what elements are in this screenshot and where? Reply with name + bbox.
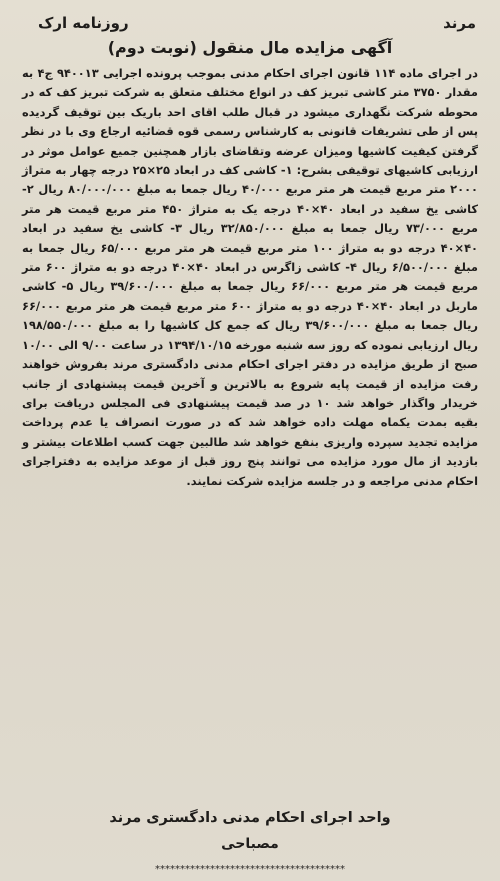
issuing-authority: واحد اجرای احکام مدنی دادگستری مرند (109, 810, 391, 826)
signer-name: مصباحی (221, 836, 279, 852)
newspaper-name: روزنامه ارک (38, 14, 129, 32)
masthead (18, 14, 482, 40)
notice-body: در اجرای ماده ۱۱۴ قانون اجرای احکام مدنی بموجب پرونده اجرایی ۹۴۰۰۱۳ ج۴ به مقدار ۳۷۵۰ متر کاشی تبریز کف در انواع مختلف متعلق به شرکت تبریز کف که در محوطه شرکت نگهداری میشود در قبال طلب اقای احد باریک بین توقیف گردیده پس از طی تشریفات قانونی به کارشناس رسمی قوه قضائیه ارجاع وی با در نظر گرفتن کیفیت کاشیها ومیزان عرضه وتقاضای بازار همچنین جمیع عوامل موثر در ارزیابی کاشیهای توقیفی بشرح: ۱- کاشی کف در ابعاد ۲۵×۲۵ درجه چهار به متراژ ۲۰۰۰ متر مربع قیمت هر متر مربع ۴۰/۰۰۰ ریال جمعا به مبلغ ۸۰/۰۰۰/۰۰۰ ریال ۲- کاشی یخ سفید در ابعاد ۴۰×۴۰ درجه یک به متراژ ۴۵۰ متر مربع قیمت هر متر مربع ۷۳/۰۰۰ ریال جمعا به مبلغ ۳۲/۸۵۰/۰۰۰ ریال ۳- کاشی یخ سفید در ابعاد ۴۰×۴۰ درجه دو به متراژ ۱۰۰ متر مربع قیمت هر متر مربع ۶۵/۰۰۰ ریال جمعا به مبلغ ۶/۵۰۰/۰۰۰ ریال ۴- کاشی زاگرس در ابعاد ۴۰×۴۰ درجه دو به متراژ ۶۰۰ متر مربع قیمت هر متر مربع ۶۶/۰۰۰ ریال جمعا به مبلغ ۳۹/۶۰۰/۰۰۰ ریال ۵- کاشی ماربل در ابعاد ۴۰×۴۰ درجه دو به متراژ ۶۰۰ متر مربع قیمت هر متر مربع ۶۶/۰۰۰ ریال جمعا به مبلغ ۳۹/۶۰۰/۰۰۰ ریال که جمع کل کاشیها را به مبلغ ۱۹۸/۵۵۰/۰۰۰ ریال ارزیابی نموده که روز سه شنبه مورخه ۱۳۹۴/۱۰/۱۵ در ساعت ۹/۰۰ الی ۱۰/۰۰ صبح از طریق مزایده در دفتر اجرای احکام مدنی دادگستری مرند بفروش خواهند رفت مزایده از قیمت پایه شروع به بالاترین و آخرین قیمت پیشنهادی از جانب خریدار واگذار خواهد شد ۱۰ در صد قیمت پیشنهادی فی المجلس دریافت برای بقیه بمدت یکماه مهلت داده خواهد شد که در صورت انصراف یا عدم پرداخت مزایده تجدید سپرده واریزی بنفع خواهد شد طالبین جهت کسب اطلاعات بیشتر و بازدید از مال مورد مزایده می توانند پنج روز قبل از موعد مزایده به دفتراجرای احکام مدنی مراجعه و در جلسه مزایده شرکت نمایند. (22, 66, 478, 488)
star-divider: ************************************** (155, 864, 345, 875)
notice-title: آگهی مزایده مال منقول (نوبت دوم) (107, 38, 393, 57)
city-name: مرند (443, 14, 476, 32)
